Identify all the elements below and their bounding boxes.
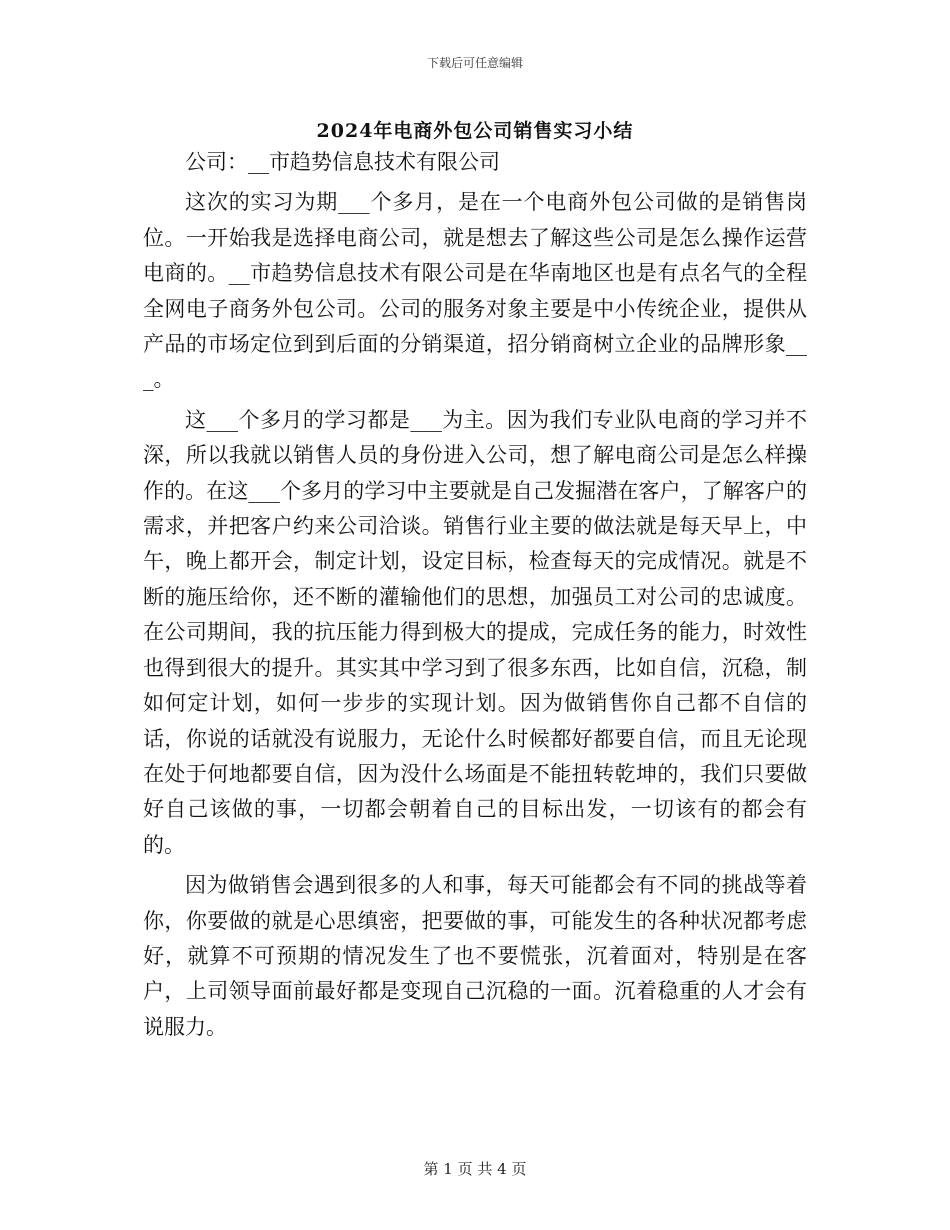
page-number: 第 1 页 共 4 页	[423, 1160, 527, 1178]
document-body	[143, 145, 807, 1045]
company-line: 公司：__市趋势信息技术有限公司	[185, 150, 500, 174]
document-title: 2024年电商外包公司销售实习小结	[316, 120, 634, 142]
paragraph: 这___个多月的学习都是___为主。因为我们专业队电商的学习并不深，所以我就以销售人员的身份进入公司，想了解电商公司是怎么样操作的。在这___个多月的学习中主要就是自己发掘潜在客户，了解客户的需求，并把客户约来公司洽谈。销售行业主要的做法就是每天早上，中午，晚上都开会，制定计划，设定目标，检查每天的完成情况。就是不断的施压给你，还不断的灌输他们的思想，加强员工对公司的忠诚度。在公司期间，我的抗压能力得到极大的提成，完成任务的能力，时效性也得到很大的提升。其实其中学习到了很多东西，比如自信，沉稳，制如何定计划，如何一步步的实现计划。因为做销售你自己都不自信的话，你说的话就没有说服力，无论什么时候都好都要自信，而且无论现在处于何地都要自信，因为没什么场面是不能扭转乾坤的，我们只要做好自己该做的事，一切都会朝着自己的目标出发，一切该有的都会有的。	[143, 407, 807, 857]
paragraph: 因为做销售会遇到很多的人和事，每天可能都会有不同的挑战等着你，你要做的就是心思缜密，把要做的事，可能发生的各种状况都考虑好，就算不可预期的情况发生了也不要慌张，沉着面对，特别是在客户，上司领导面前最好都是变现自己沉稳的一面。沉着稳重的人才会有说服力。	[143, 873, 807, 1039]
paragraph: 这次的实习为期___个多月，是在一个电商外包公司做的是销售岗位。一开始我是选择电商公司，就是想去了解这些公司是怎么操作运营电商的。__市趋势信息技术有限公司是在华南地区也是有点名气的全程全网电子商务外包公司。公司的服务对象主要是中小传统企业，提供从产品的市场定位到到后面的分销渠道，招分销商树立企业的品牌形象___。	[143, 190, 807, 392]
download-note: 下载后可任意编辑	[426, 56, 523, 70]
